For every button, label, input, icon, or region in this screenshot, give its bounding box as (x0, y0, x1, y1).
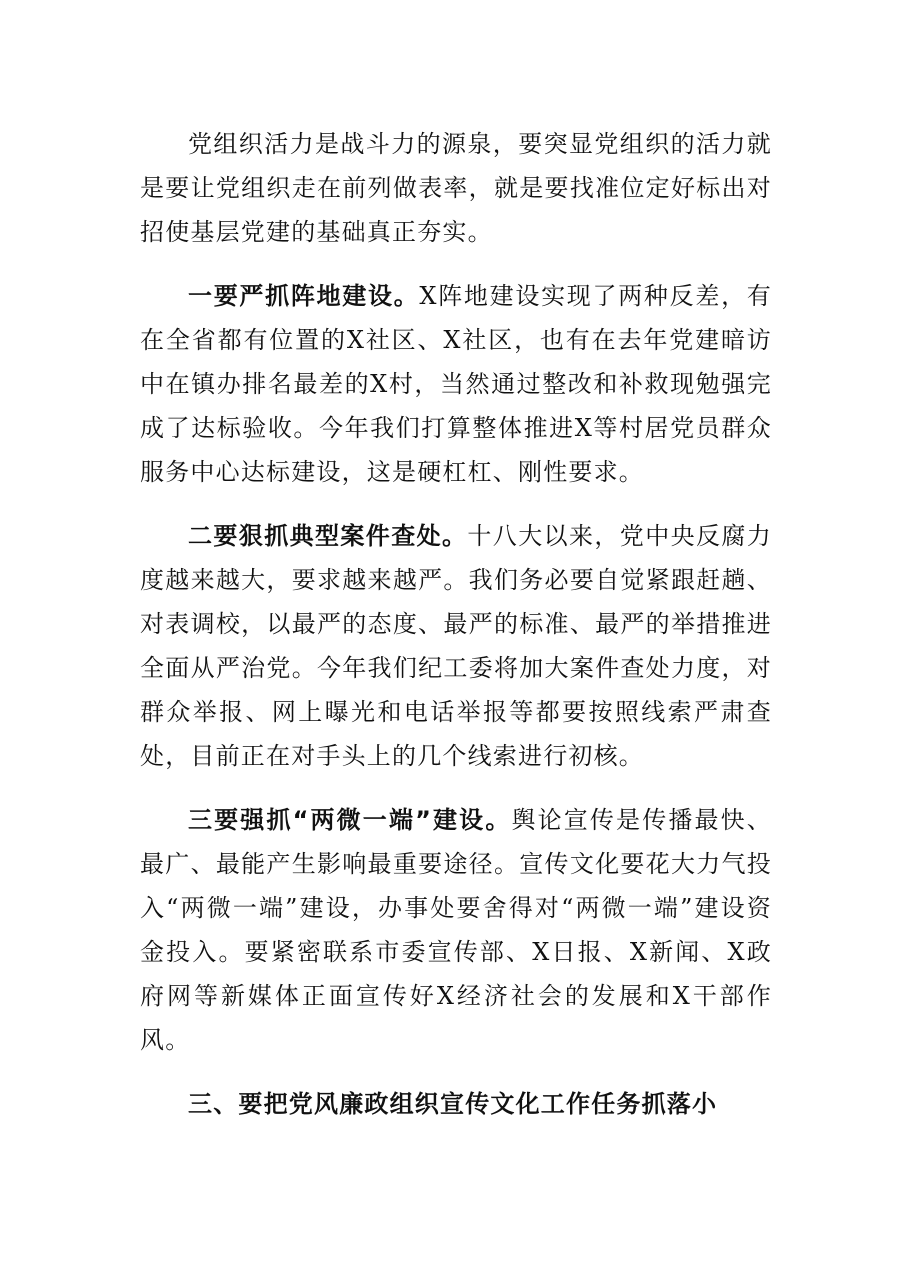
paragraph-lead: 二要狠抓典型案件查处。 (188, 522, 468, 550)
paragraph-text: X阵地建设实现了两种反差，有在全省都有位置的X社区、X社区，也有在去年党建暗访中在镇办排名最差的X村，当然通过整改和补救现勉强完成了达标验收。今年我们打算整体推进X等村居党员群众服务中心达标建设，这是硬杠杠、刚性要求。 (140, 282, 772, 486)
paragraph-position-building (140, 274, 772, 494)
paragraph-text: 党组织活力是战斗力的源泉，要突显党组织的活力就是要让党组织走在前列做表率，就是要找准位定好标出对招使基层党建的基础真正夯实。 (140, 130, 772, 246)
paragraph-intro (140, 122, 772, 254)
paragraph-case-investigation (140, 514, 772, 778)
paragraph-lead: 三要强抓“两微一端”建设。 (188, 806, 512, 834)
paragraph-text: 十八大以来，党中央反腐力度越来越大，要求越来越严。我们务必要自觉紧跟赶趟、对表调校，以最严的态度、最严的标准、最严的举措推进全面从严治党。今年我们纪工委将加大案件查处力度，对群众举报、网上曝光和电话举报等都要按照线索严肃查处，目前正在对手头上的几个线索进行初核。 (140, 522, 773, 770)
document-body (140, 122, 772, 1126)
paragraph-media-building (140, 798, 772, 1062)
paragraph-lead: 一要严抓阵地建设。 (188, 282, 420, 310)
paragraph-text: 舆论宣传是传播最快、最广、最能产生影响最重要途径。宣传文化要花大力气投入“两微一端”建设，办事处要舍得对“两微一端”建设资金投入。要紧密联系市委宣传部、X日报、X新闻、X政府网等新媒体正面宣传好X经济社会的发展和X干部作风。 (140, 806, 772, 1054)
section-heading: 三、要把党风廉政组织宣传文化工作任务抓落小 (188, 1090, 718, 1118)
